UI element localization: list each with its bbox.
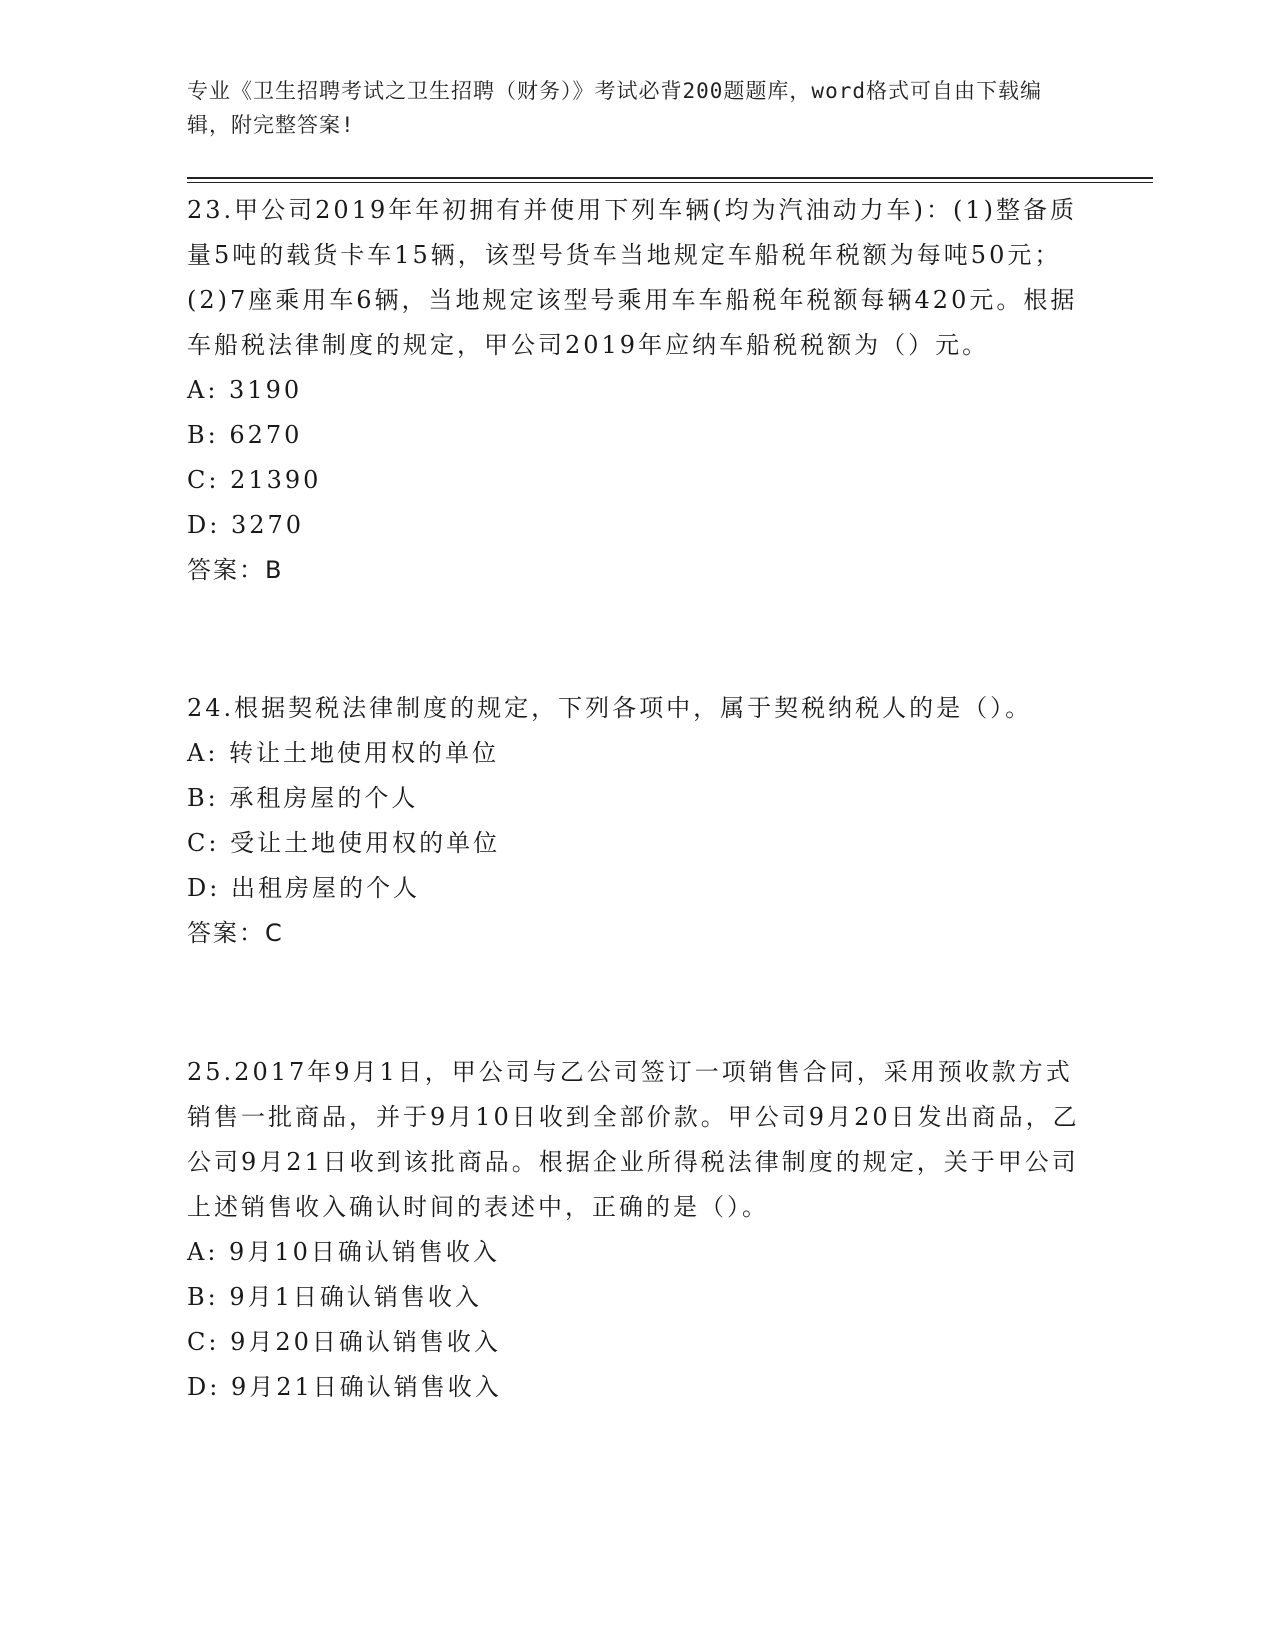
header-divider-thick (187, 177, 1153, 179)
option-c: C: 21390 (187, 466, 322, 494)
option-b: B: 9月1日确认销售收入 (187, 1283, 482, 1311)
answer: 答案：C (187, 919, 284, 947)
question-text: 24.根据契税法律制度的规定，下列各项中，属于契税纳税人的是（）。 (187, 694, 1033, 722)
question-23 (187, 188, 1087, 593)
question-24 (187, 686, 1087, 956)
option-a: A: 9月10日确认销售收入 (187, 1238, 500, 1266)
answer: 答案：B (187, 556, 284, 584)
option-a: A: 转让土地使用权的单位 (187, 739, 500, 767)
option-c: C: 9月20日确认销售收入 (187, 1328, 501, 1356)
document-header: 专业《卫生招聘考试之卫生招聘（财务）》考试必背200题题库，word格式可自由下载编辑，附完整答案! (187, 79, 1042, 137)
option-b: B: 6270 (187, 421, 303, 449)
option-a: A: 3190 (187, 376, 303, 404)
question-25 (187, 1050, 1087, 1410)
option-b: B: 承租房屋的个人 (187, 784, 419, 812)
option-c: C: 受让土地使用权的单位 (187, 829, 501, 857)
option-d: D: 9月21日确认销售收入 (187, 1373, 502, 1401)
question-text: 25.2017年9月1日，甲公司与乙公司签订一项销售合同，采用预收款方式销售一批商品，并于9月10日收到全部价款。甲公司9月20日发出商品，乙公司9月21日收到该批商品。根据企业所得税法律制度的规定，关于甲公司上述销售收入确认时间的表述中，正确的是（）。 (187, 1058, 1080, 1221)
question-text: 23.甲公司2019年年初拥有并使用下列车辆(均为汽油动力车)：(1)整备质量5吨的载货卡车15辆，该型号货车当地规定车船税年税额为每吨50元；(2)7座乘用车6辆，当地规定该型号乘用车车船税年税额每辆420元。根据车船税法律制度的规定，甲公司2019年应纳车船税税额为（）元。 (187, 196, 1078, 359)
option-d: D: 出租房屋的个人 (187, 874, 420, 902)
header-divider-thin (187, 182, 1153, 183)
option-d: D: 3270 (187, 511, 305, 539)
